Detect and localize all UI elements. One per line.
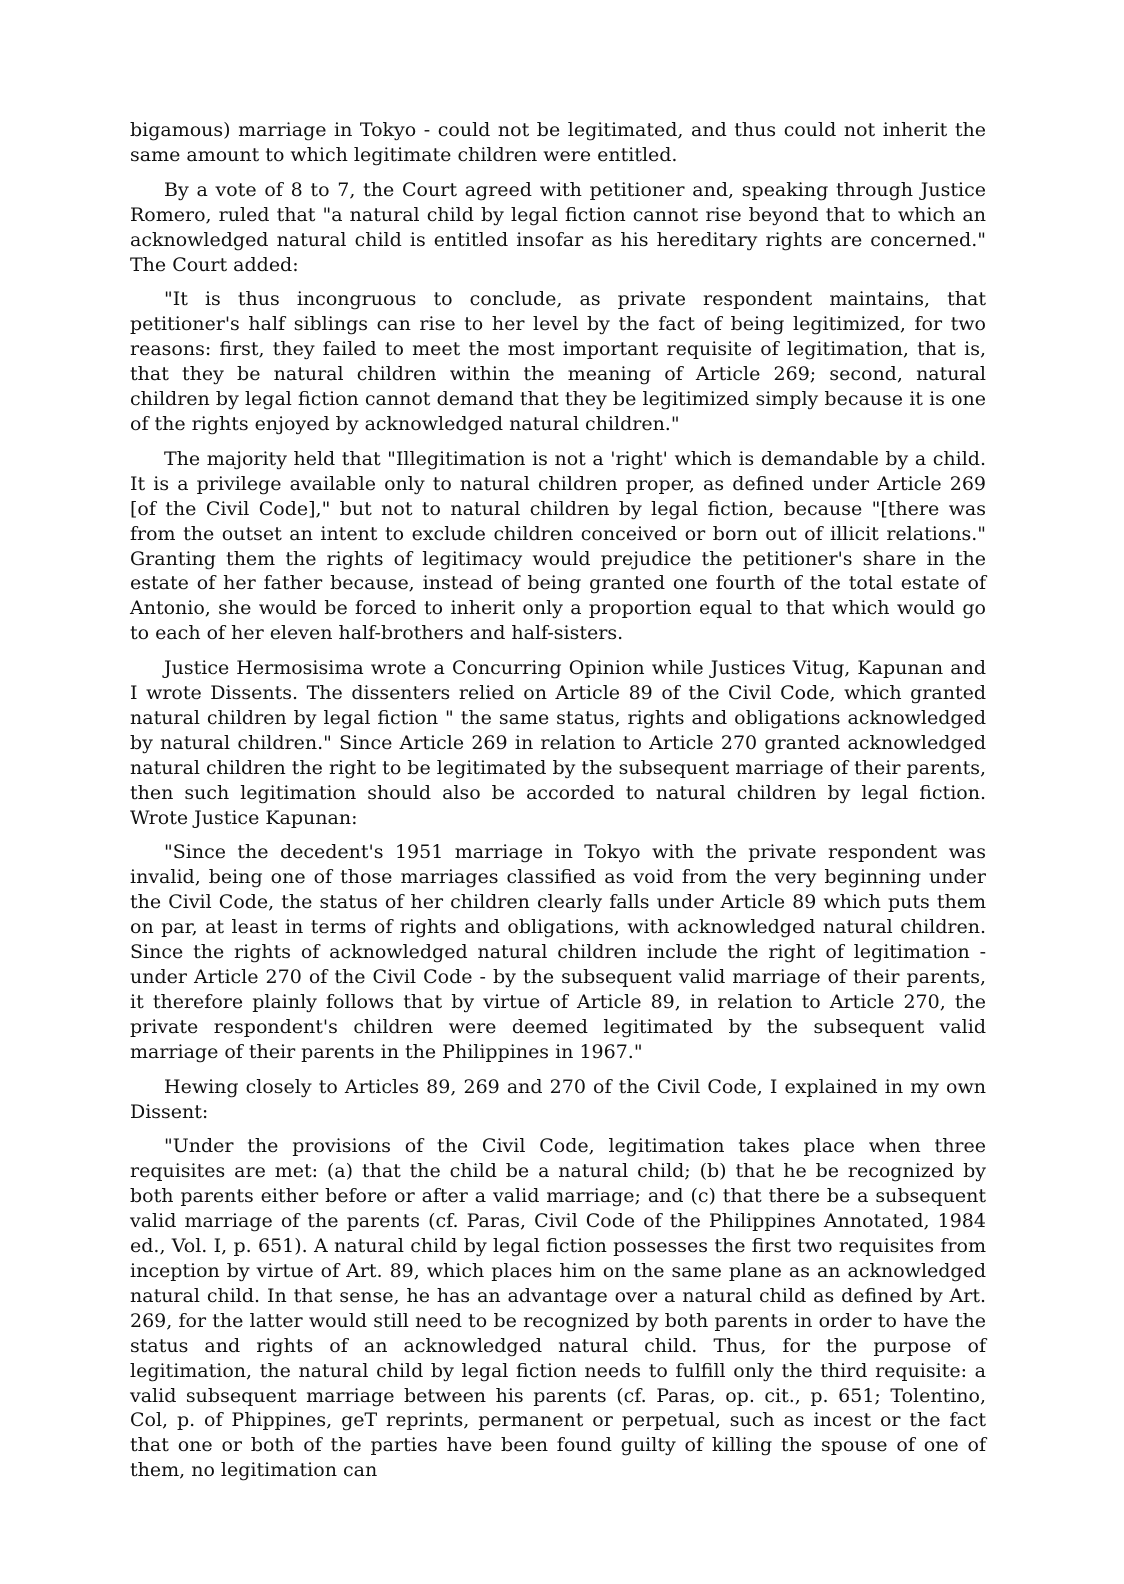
paragraph-dissent-quote: "Under the provisions of the Civil Code, legitimation takes place when three requisites are met: (a) that the child be a natural child; (b) that he be recognized by both parents either before or after a valid marriage; and (c) that there be a subsequent valid marriage of the parents (cf. Paras, Civil Code of the Philippines Annotated, 1984 ed., Vol. I, p. 651). A natural child by legal fiction possesses the first two requisites from inception by virtue of Art. 89, which places him on the same plane as an acknowledged natural child. In that sense, he has an advantage over a natural child as defined by Art. 269, for the latter would still need to be recognized by both parents in order to have the status and rights of an acknowledged natural child. Thus, for the purpose of legitimation, the natural child by legal fiction needs to fulfill only the third requisite: a valid subsequent marriage between his parents (cf. Paras, op. cit., p. 651; Tolentino, Col, p. of Phippines, geT reprints, permanent or perpetual, such as incest or the fact that one or both of the parties have been found guilty of killing the spouse of one of them, no legitimation can (130, 1135, 986, 1482)
paragraph-continued: bigamous) marriage in Tokyo - could not be legitimated, and thus could not inherit the same amount to which legitimate children were entitled. (130, 119, 986, 166)
paragraph-kapunan-quote: "Since the decedent's 1951 marriage in Tokyo with the private respondent was invalid, being one of those marriages classified as void from the very beginning under the Civil Code, the status of her children clearly falls under Article 89 which puts them on par, at least in terms of rights and obligations, with acknowledged natural children. Since the rights of acknowledged natural children include the right of legitimation - under Article 270 of the Civil Code - by the subsequent valid marriage of their parents, it therefore plainly follows that by virtue of Article 89, in relation to Article 270, the private respondent's children were deemed legitimated by the subsequent valid marriage of their parents in the Philippines in 1967." (130, 841, 986, 1063)
paragraph-court-quote: "It is thus incongruous to conclude, as private respondent maintains, that petitioner's half siblings can rise to her level by the fact of being legitimized, for two reasons: first, they failed to meet the most important requisite of legitimation, that is, that they be natural children within the meaning of Article 269; second, natural children by legal fiction cannot demand that they be legitimized simply because it is one of the rights enjoyed by acknowledged natural children." (130, 288, 986, 435)
paragraph-dissenters: Justice Hermosisima wrote a Concurring Opinion while Justices Vitug, Kapunan and I wrote Dissents. The dissenters relied on Article 89 of the Civil Code, which granted natural children by legal fiction " the same status, rights and obligations acknowledged by natural children." Since Article 269 in relation to Article 270 granted acknowledged natural children the right to be legitimated by the subsequent marriage of their parents, then such legitimation should also be accorded to natural children by legal fiction. Wrote Justice Kapunan: (130, 657, 986, 829)
document-page (130, 118, 986, 1493)
paragraph-own-dissent: Hewing closely to Articles 89, 269 and 270 of the Civil Code, I explained in my own Dissent: (130, 1075, 986, 1123)
paragraph-majority-held: The majority held that "Illegitimation is not a 'right' which is demandable by a child. It is a privilege available only to natural children proper, as defined under Article 269 [of the Civil Code]," but not to natural children by legal fiction, because "[there was from the outset an intent to exclude children conceived or born out of illicit relations." Granting them the rights of legitimacy would prejudice the petitioner's share in the estate of her father because, instead of being granted one fourth of the total estate of Antonio, she would be forced to inherit only a proportion equal to that which would go to each of her eleven half-brothers and half-sisters. (130, 447, 986, 645)
paragraph-vote: By a vote of 8 to 7, the Court agreed with petitioner and, speaking through Justice Romero, ruled that "a natural child by legal fiction cannot rise beyond that to which an acknowledged natural child is entitled insofar as his hereditary rights are concerned." The Court added: (130, 178, 986, 276)
